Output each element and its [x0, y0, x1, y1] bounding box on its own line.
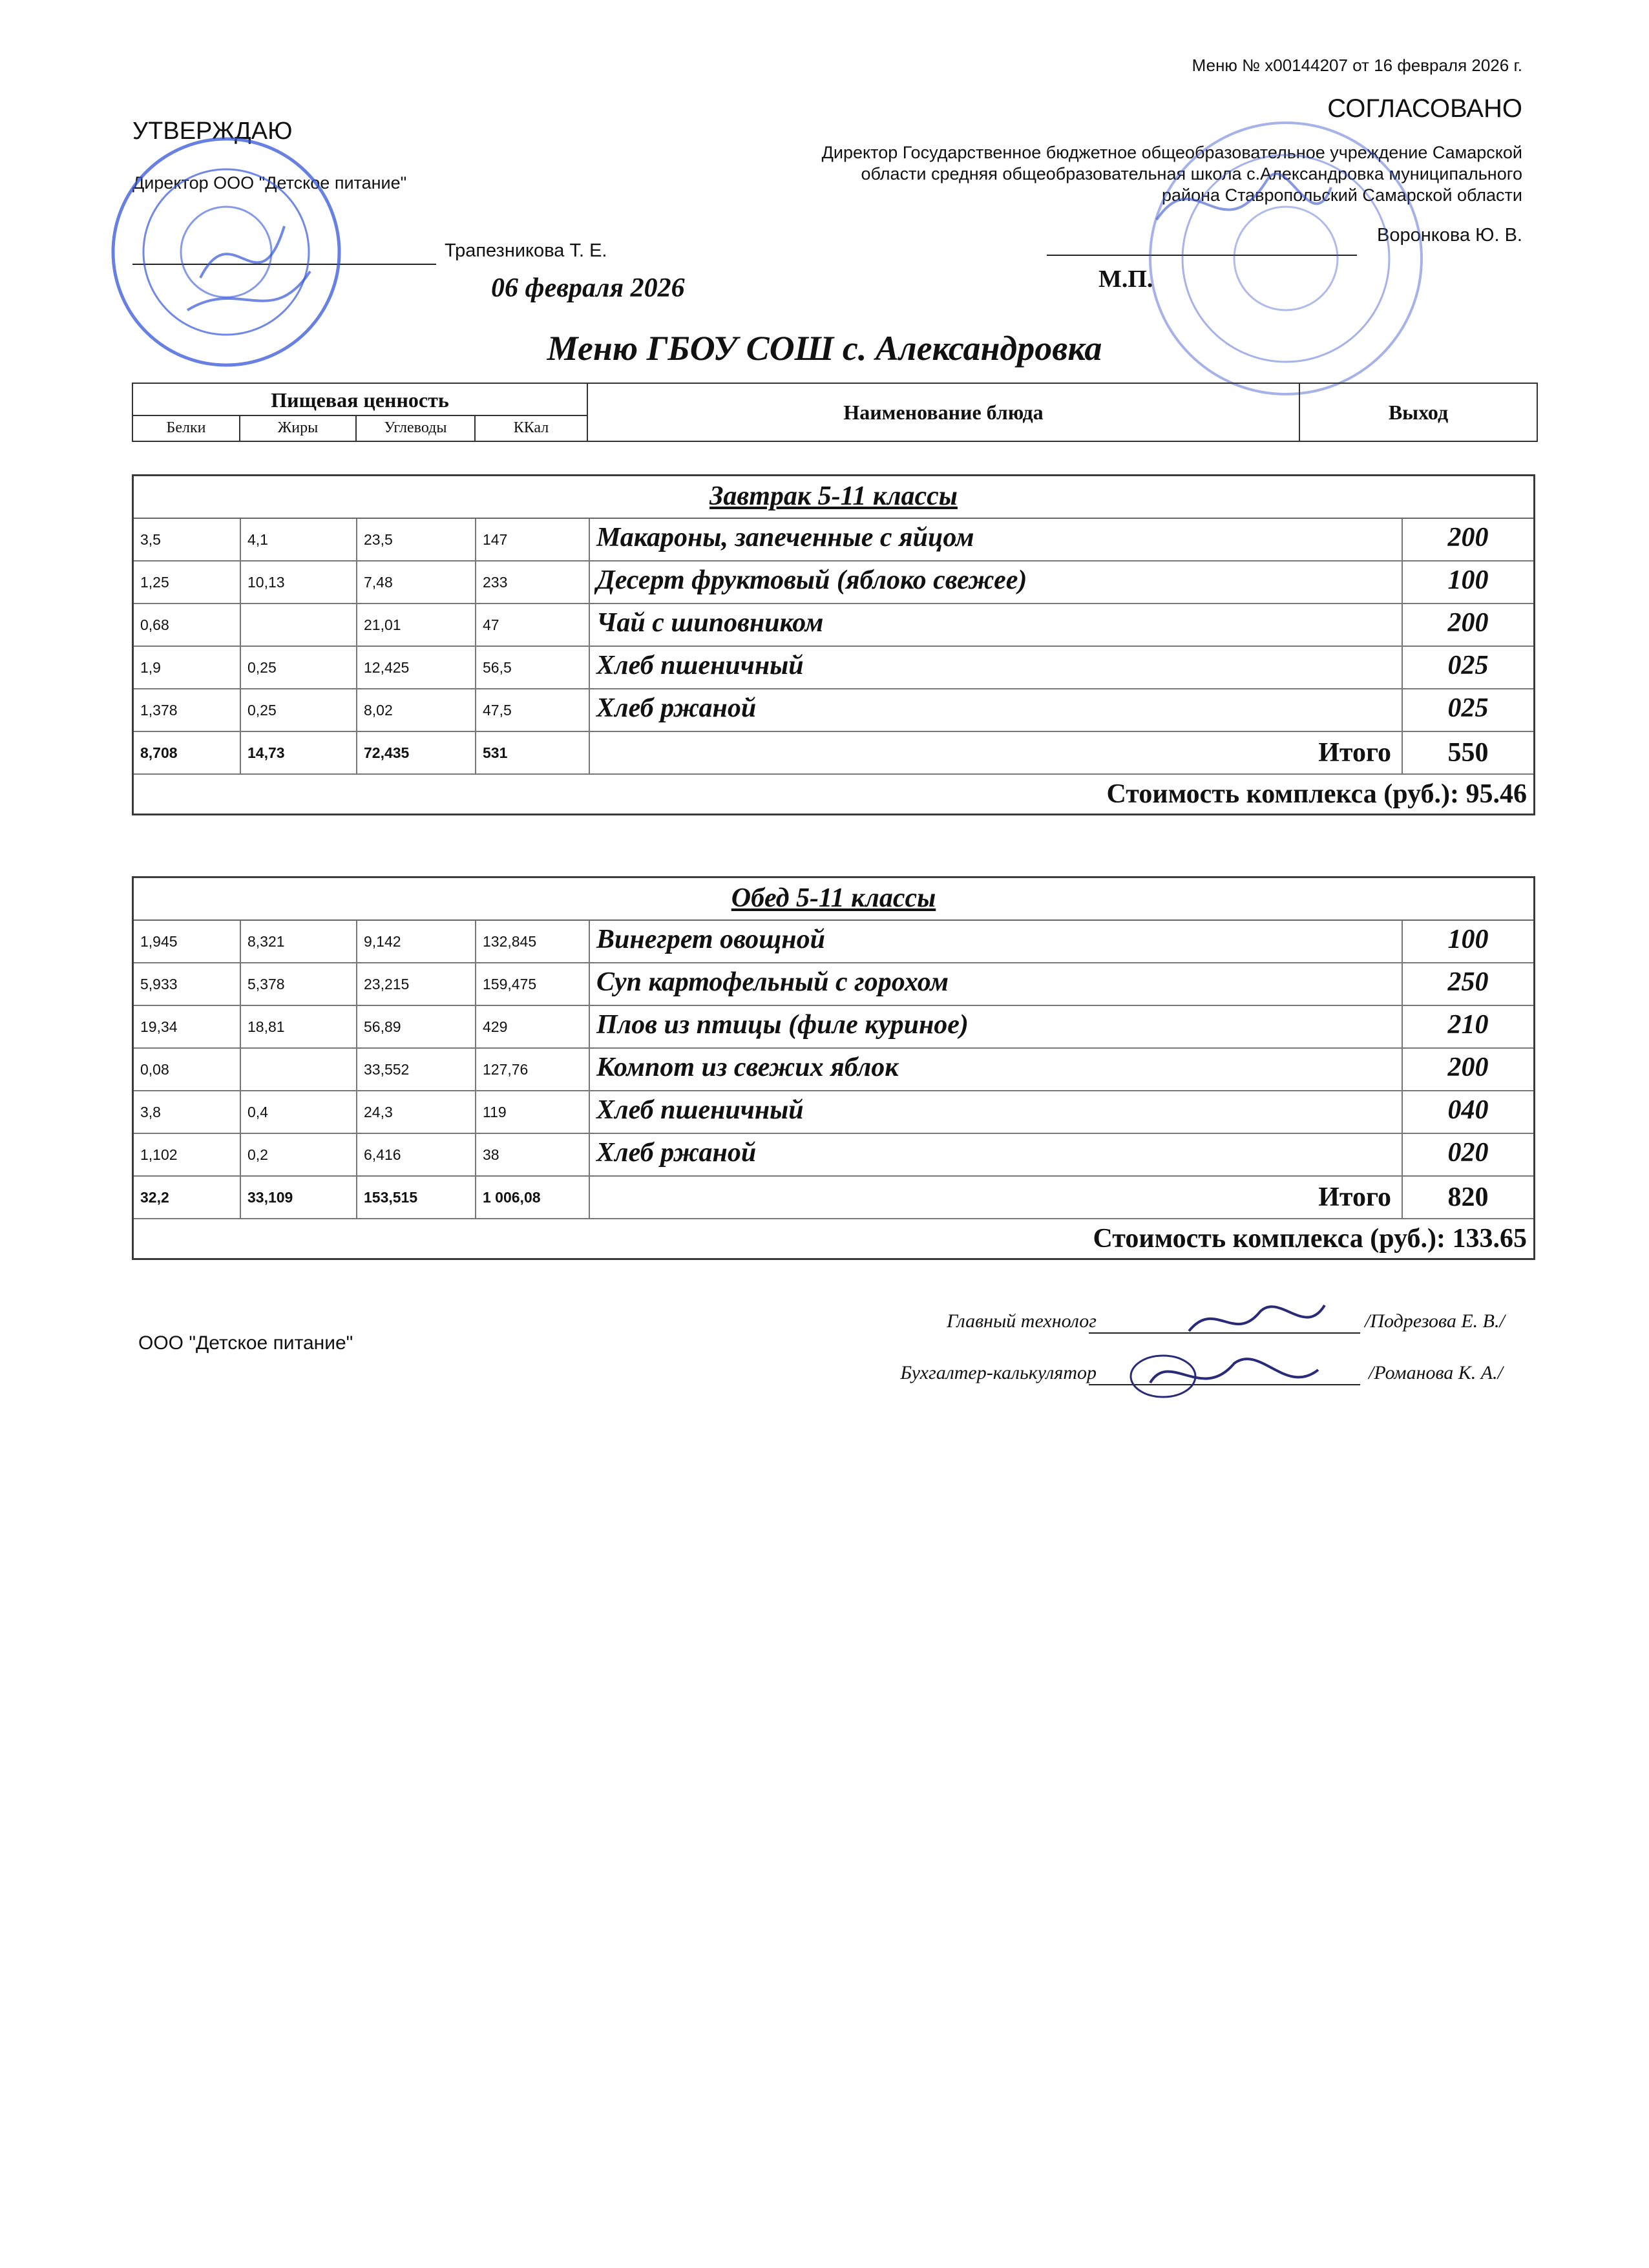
output-cell: 100 [1447, 565, 1489, 595]
protein-cell: 1,945 [134, 921, 241, 962]
fat-cell: 0,25 [241, 689, 357, 731]
breakfast-total-fat: 14,73 [241, 732, 357, 773]
header-dish: Наименование блюда [588, 384, 1300, 441]
table-row [134, 1134, 1533, 1177]
lunch-total-carbs: 153,515 [357, 1177, 476, 1218]
carbs-cell: 21,01 [357, 604, 476, 646]
kcal-cell: 119 [476, 1091, 590, 1133]
protein-cell: 5,933 [134, 963, 241, 1005]
carbs-cell: 7,48 [357, 562, 476, 603]
fat-cell: 8,321 [241, 921, 357, 962]
output-cell: 210 [1447, 1010, 1489, 1040]
carbs-cell: 56,89 [357, 1006, 476, 1047]
fat-cell: 0,2 [241, 1134, 357, 1175]
dish-name: Хлеб ржаной [590, 1134, 1403, 1175]
header-output: Выход [1388, 401, 1449, 424]
kcal-cell: 429 [476, 1006, 590, 1047]
header-kcal: ККал [476, 416, 588, 441]
fat-cell: 5,378 [241, 963, 357, 1005]
dish-name: Компот из свежих яблок [590, 1049, 1403, 1090]
table-row [134, 689, 1533, 732]
agreed-role-line2: области средняя общеобразовательная школа с.Александровка муниципального [861, 164, 1522, 184]
carbs-cell: 8,02 [357, 689, 476, 731]
tech-name: /Подрезова Е. В./ [1365, 1310, 1505, 1332]
agreed-role-line1: Директор Государственное бюджетное общеобразовательное учреждение Самарской [821, 143, 1522, 162]
breakfast-total-label: Итого [590, 732, 1403, 773]
carbs-cell: 6,416 [357, 1134, 476, 1175]
kcal-cell: 47 [476, 604, 590, 646]
protein-cell: 19,34 [134, 1006, 241, 1047]
carbs-cell: 23,215 [357, 963, 476, 1005]
header-table [132, 383, 1538, 442]
protein-cell: 0,08 [134, 1049, 241, 1090]
protein-cell: 1,25 [134, 562, 241, 603]
table-row [134, 963, 1533, 1006]
output-cell: 200 [1447, 608, 1489, 638]
kcal-cell: 127,76 [476, 1049, 590, 1090]
table-row [134, 562, 1533, 604]
footer-company: ООО "Детское питание" [138, 1332, 353, 1354]
breakfast-title: Завтрак 5-11 классы [134, 476, 1533, 519]
dish-name: Чай с шиповником [590, 604, 1403, 646]
lunch-total-output: 820 [1447, 1182, 1489, 1212]
dish-name: Суп картофельный с горохом [590, 963, 1403, 1005]
lunch-cost: Стоимость комплекса (руб.): 133.65 [1093, 1224, 1527, 1254]
tech-role: Главный технолог [947, 1310, 1097, 1332]
breakfast-total-carbs: 72,435 [357, 732, 476, 773]
table-row [134, 519, 1533, 562]
breakfast-total-protein: 8,708 [134, 732, 241, 773]
lunch-total-row [134, 1177, 1533, 1219]
table-row [134, 1091, 1533, 1134]
fat-cell [241, 1049, 357, 1090]
dish-name: Хлеб пшеничный [590, 1091, 1403, 1133]
header-nutrition: Пищевая ценность [133, 384, 588, 416]
table-row [134, 1049, 1533, 1091]
lunch-rows [134, 921, 1533, 1177]
output-cell: 025 [1447, 693, 1489, 723]
carbs-cell: 12,425 [357, 647, 476, 688]
header-fat: Жиры [240, 416, 357, 441]
header-protein: Белки [133, 416, 240, 441]
output-cell: 250 [1447, 967, 1489, 997]
breakfast-block [132, 474, 1535, 815]
kcal-cell: 147 [476, 519, 590, 560]
menu-title: Меню ГБОУ СОШ с. Александровка [547, 329, 1102, 368]
acc-name: /Романова К. А./ [1369, 1362, 1503, 1383]
approve-date: 06 февраля 2026 [491, 273, 685, 303]
table-row [134, 647, 1533, 689]
carbs-cell: 23,5 [357, 519, 476, 560]
lunch-total-protein: 32,2 [134, 1177, 241, 1218]
kcal-cell: 132,845 [476, 921, 590, 962]
approve-title: УТВЕРЖДАЮ [132, 118, 293, 145]
breakfast-rows [134, 519, 1533, 732]
lunch-block [132, 876, 1535, 1260]
acc-role: Бухгалтер-калькулятор [900, 1362, 1097, 1383]
stamp-label: М.П. [1098, 266, 1153, 293]
carbs-cell: 24,3 [357, 1091, 476, 1133]
signatures-icon [1111, 1286, 1383, 1415]
output-cell: 040 [1447, 1095, 1489, 1125]
kcal-cell: 38 [476, 1134, 590, 1175]
protein-cell: 1,378 [134, 689, 241, 731]
fat-cell: 0,25 [241, 647, 357, 688]
carbs-cell: 9,142 [357, 921, 476, 962]
protein-cell: 0,68 [134, 604, 241, 646]
output-cell: 200 [1447, 1053, 1489, 1082]
dish-name: Макароны, запеченные с яйцом [590, 519, 1403, 560]
kcal-cell: 159,475 [476, 963, 590, 1005]
output-cell: 100 [1447, 925, 1489, 954]
dish-name: Винегрет овощной [590, 921, 1403, 962]
header-carbs: Углеводы [357, 416, 476, 441]
table-row [134, 1006, 1533, 1049]
breakfast-total-kcal: 531 [476, 732, 590, 773]
protein-cell: 1,102 [134, 1134, 241, 1175]
carbs-cell: 33,552 [357, 1049, 476, 1090]
agreed-role-line3: района Ставропольский Самарской области [1162, 185, 1522, 205]
fat-cell: 0,4 [241, 1091, 357, 1133]
school-stamp-icon [1118, 110, 1454, 420]
kcal-cell: 233 [476, 562, 590, 603]
menu-number: Меню № x00144207 от 16 февраля 2026 г. [1192, 56, 1522, 75]
output-cell: 020 [1447, 1138, 1489, 1168]
breakfast-total-row [134, 732, 1533, 775]
agreed-name: Воронкова Ю. В. [1377, 225, 1522, 246]
protein-cell: 3,5 [134, 519, 241, 560]
approve-role: Директор ООО "Детское питание" [132, 173, 407, 193]
output-cell: 025 [1447, 651, 1489, 680]
lunch-title: Обед 5-11 классы [134, 878, 1533, 921]
breakfast-total-output: 550 [1447, 738, 1489, 768]
kcal-cell: 47,5 [476, 689, 590, 731]
dish-name: Хлеб пшеничный [590, 647, 1403, 688]
agreed-title: СОГЛАСОВАНО [1327, 94, 1522, 123]
lunch-total-fat: 33,109 [241, 1177, 357, 1218]
dish-name: Плов из птицы (филе куриное) [590, 1006, 1403, 1047]
protein-cell: 1,9 [134, 647, 241, 688]
breakfast-cost: Стоимость комплекса (руб.): 95.46 [1106, 779, 1527, 809]
lunch-total-label: Итого [590, 1177, 1403, 1218]
table-row [134, 604, 1533, 647]
dish-name: Хлеб ржаной [590, 689, 1403, 731]
fat-cell: 4,1 [241, 519, 357, 560]
approve-name: Трапезникова Т. Е. [445, 240, 607, 261]
fat-cell: 18,81 [241, 1006, 357, 1047]
kcal-cell: 56,5 [476, 647, 590, 688]
table-row [134, 921, 1533, 963]
protein-cell: 3,8 [134, 1091, 241, 1133]
output-cell: 200 [1447, 523, 1489, 552]
dish-name: Десерт фруктовый (яблоко свежее) [590, 562, 1403, 603]
fat-cell [241, 604, 357, 646]
fat-cell: 10,13 [241, 562, 357, 603]
lunch-total-kcal: 1 006,08 [476, 1177, 590, 1218]
